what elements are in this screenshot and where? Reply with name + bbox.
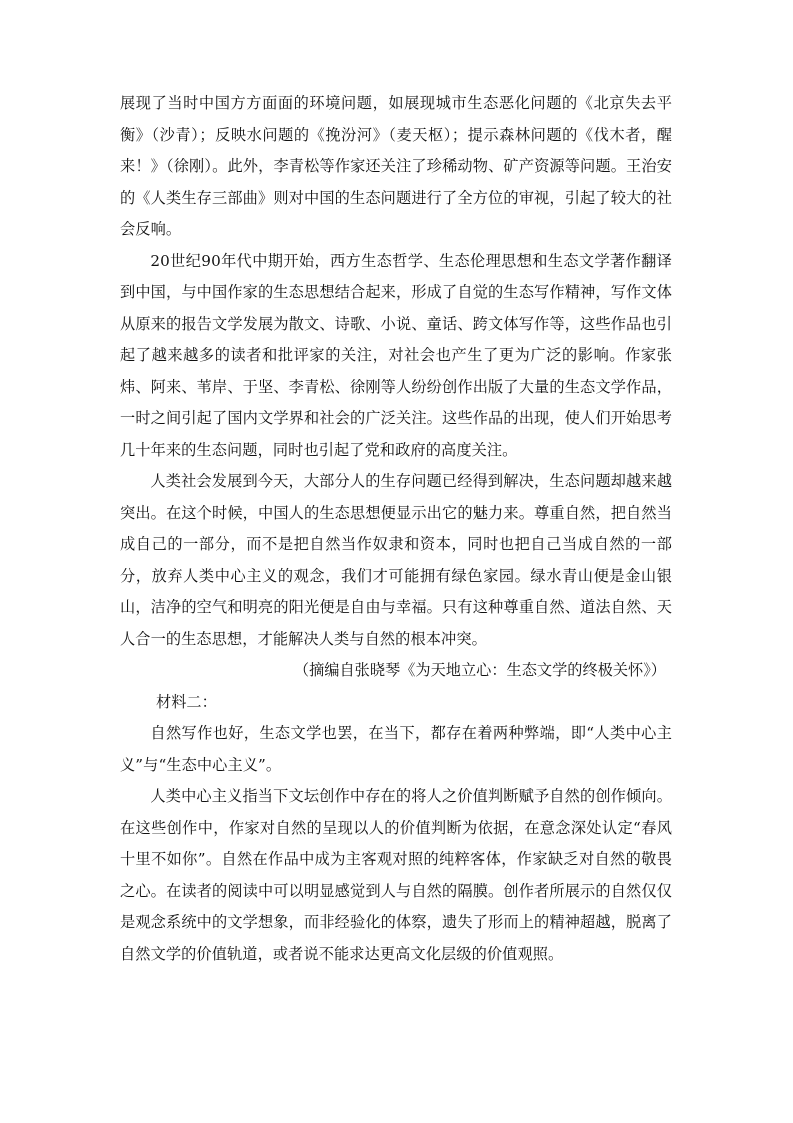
section-label-material-two: 材料二： xyxy=(156,692,217,711)
paragraph-ecological-thought: 人类社会发展到今天，大部分人的生存问题已经得到解决，生态问题却越来越突出。在这个时候，中国人的生态思想便显示出它的魅力来。尊重自然，把自然当成自己的一部分，而不是把自然当作奴隶和资本，同时也把自己当成自然的一部分，放弃人类中心主义的观念，我们才可能拥有绿色家园。绿水青山便是金山银山，洁净的空气和明亮的阳光便是自由与幸福。只有这种尊重自然、道法自然、天人合一的生态思想，才能解决人类与自然的根本冲突。 xyxy=(120,472,672,648)
document-page xyxy=(120,88,672,970)
source-attribution: （摘编自张晓琴《为天地立心：生态文学的终极关怀》） xyxy=(293,661,666,679)
paragraph-anthropocentrism: 人类中心主义指当下文坛创作中存在的将人之价值判断赋予自然的创作倾向。在这些创作中，作家对自然的呈现以人的价值判断为依据，在意念深处认定“春风十里不如你”。自然在作品中成为主客观对照的纯粹客体，作家缺乏对自然的敬畏之心。在读者的阅读中可以明显感觉到人与自然的隔膜。创作者所展示的自然仅仅是观念系统中的文学想象，而非经验化的体察，遗失了形而上的精神超越，脱离了自然文学的价值轨道，或者说不能求达更高文化层级的价值观照。 xyxy=(120,787,672,963)
paragraph-1990s-ecological-writing: 20世纪90年代中期开始，西方生态哲学、生态伦理思想和生态文学著作翻译到中国，与中国作家的生态思想结合起来，形成了自觉的生态写作精神，写作文体从原来的报告文学发展为散文、诗歌、小说、童话、跨文体写作等，这些作品也引起了越来越多的读者和批评家的关注，对社会也产生了更为广泛的影响。作家张炜、阿来、苇岸、于坚、李青松、徐刚等人纷纷创作出版了大量的生态文学作品，一时之间引起了国内文学界和社会的广泛关注。这些作品的出现，使人们开始思考几十年来的生态问题，同时也引起了党和政府的高度关注。 xyxy=(120,251,672,459)
paragraph-continued: 展现了当时中国方方面面的环境问题，如展现城市生态恶化问题的《北京失去平衡》（沙青）；反映水问题的《挽汾河》（麦天枢）；提示森林问题的《伐木者，醒来！》（徐刚）。此外，李青松等作家还关注了珍稀动物、矿产资源等问题。王治安的《人类生存三部曲》则对中国的生态问题进行了全方位的审视，引起了较大的社会反响。 xyxy=(120,94,672,238)
paragraph-two-drawbacks: 自然写作也好，生态文学也罢，在当下，都存在着两种弊端，即“人类中心主义”与“生态中心主义”。 xyxy=(120,724,672,774)
